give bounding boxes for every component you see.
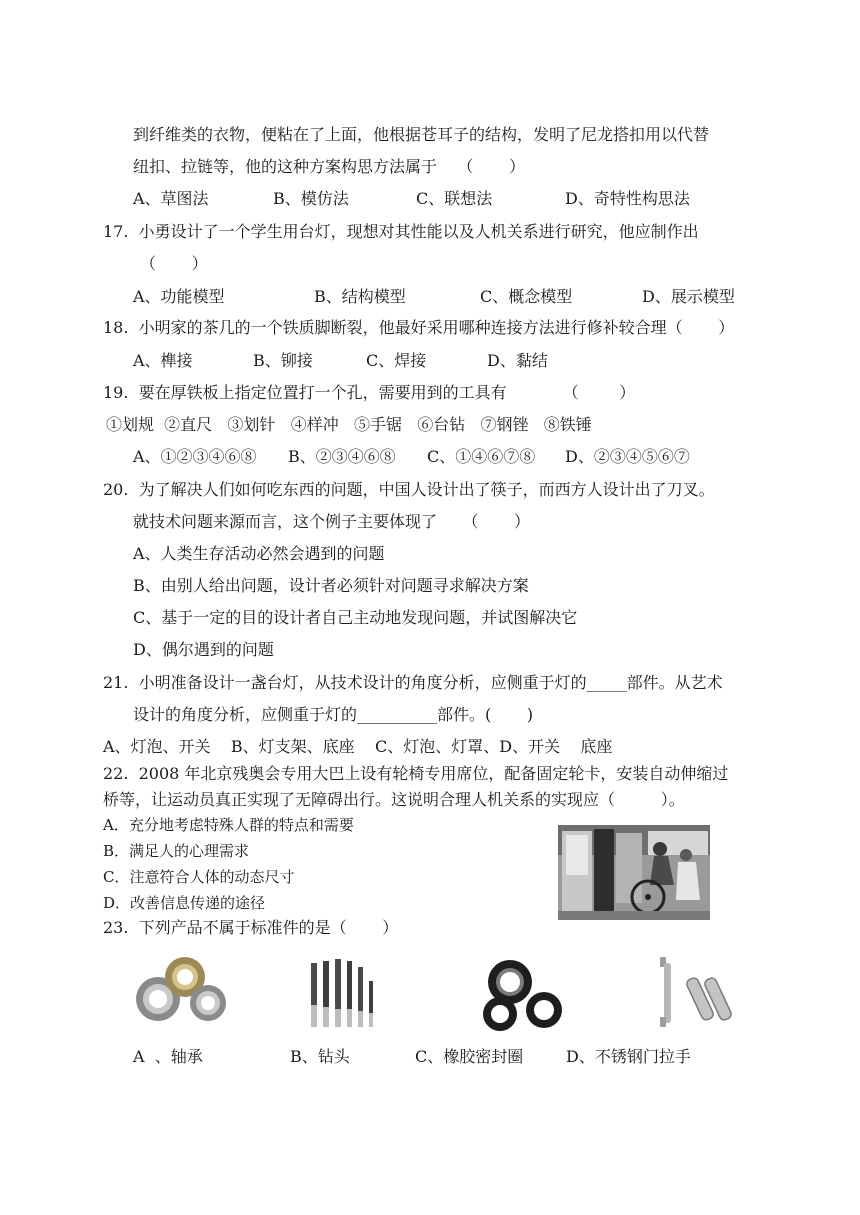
q17-option-d: D、展示模型 [642, 287, 735, 306]
q18-stem: 18. 小明家的茶几的一个铁质脚断裂，他最好采用哪种连接方法进行修补较合理（ ） [103, 318, 735, 337]
q17-option-c: C、概念模型 [480, 287, 573, 306]
drill-bits-image [307, 957, 382, 1029]
q18-option-c: C、焊接 [366, 351, 427, 370]
q21-stem-line1: 21. 小明准备设计一盏台灯，从技术设计的角度分析，应侧重于灯的_____部件。从艺术 [103, 673, 723, 692]
q20-option-b: B、由别人给出问题，设计者必须针对问题寻求解决方案 [133, 576, 529, 595]
q22-option-c: C．注意符合人体的动态尺寸 [103, 868, 295, 886]
q20-stem-line2: 就技术问题来源而言，这个例子主要体现了 （ ） [133, 512, 531, 531]
q22-option-b: B．满足人的心理需求 [103, 842, 250, 860]
q23-label-b: B、钻头 [290, 1047, 350, 1066]
q16-option-b: B、模仿法 [273, 189, 349, 208]
q18-option-d: D、黏结 [487, 351, 548, 370]
door-handle-image [652, 955, 737, 1030]
q20-option-a: A、人类生存活动必然会遇到的问题 [133, 544, 385, 563]
q21-options: A、灯泡、开关 B、灯支架、底座 C、灯泡、灯罩、D、开关 底座 [103, 737, 613, 756]
q23-label-a: A 、轴承 [133, 1047, 203, 1066]
q22-option-d: D．改善信息传递的途径 [103, 894, 266, 912]
q16-option-c: C、联想法 [416, 189, 493, 208]
q19-option-a: A、①②③④⑥⑧ [133, 447, 257, 466]
q23-label-d: D、不锈钢门拉手 [566, 1047, 691, 1066]
q21-stem-line2: 设计的角度分析，应侧重于灯的__________部件。( ) [133, 705, 534, 724]
q23-stem: 23. 下列产品不属于标准件的是（ ） [103, 918, 399, 937]
q16-stem-line1: 到纤维类的衣物，便粘在了上面，他根据苍耳子的结构，发明了尼龙搭扣用以代替 [133, 125, 710, 144]
q18-option-b: B、铆接 [253, 351, 313, 370]
q20-stem-line1: 20. 为了解决人们如何吃东西的问题，中国人设计出了筷子，而西方人设计出了刀叉。 [103, 480, 715, 499]
rubber-seal-rings-image [480, 958, 565, 1033]
q17-stem-line1: 17. 小勇设计了一个学生用台灯，现想对其性能以及人机关系进行研究，他应制作出 [103, 222, 699, 241]
q22-option-a: A．充分地考虑特殊人群的特点和需要 [103, 816, 354, 834]
q16-option-a: A、草图法 [133, 189, 209, 208]
q18-option-a: A、榫接 [133, 351, 193, 370]
q19-option-d: D、②③④⑤⑥⑦ [565, 447, 690, 466]
q19-tool-list: ①划规 ②直尺 ③划针 ④样冲 ⑤手锯 ⑥台钻 ⑦钢锉 ⑧铁锤 [106, 415, 592, 434]
q17-option-a: A、功能模型 [133, 287, 225, 306]
q19-option-c: C、①④⑥⑦⑧ [427, 447, 536, 466]
q22-stem-line2: 桥等，让运动员真正实现了无障碍出行。这说明合理人机关系的实现应（ ）。 [103, 790, 685, 809]
q19-stem: 19. 要在厚铁板上指定位置打一个孔，需要用到的工具有 （ ） [103, 383, 636, 402]
q22-stem-line1: 22. 2008 年北京残奥会专用大巴上设有轮椅专用席位，配备固定轮卡，安装自动伸缩过 [103, 764, 729, 783]
q17-option-b: B、结构模型 [314, 287, 406, 306]
q23-label-c: C、橡胶密封圈 [415, 1047, 524, 1066]
q16-stem-line2: 纽扣、拉链等，他的这种方案构思方法属于 （ ） [133, 157, 525, 176]
q20-option-d: D、偶尔遇到的问题 [133, 640, 274, 659]
q17-stem-line2: （ ） [140, 254, 208, 273]
q20-option-c: C、基于一定的目的设计者自己主动地发现问题，并试图解决它 [133, 608, 578, 627]
bearing-image [130, 955, 230, 1025]
wheelchair-bus-photo [558, 825, 710, 920]
q19-option-b: B、②③④⑥⑧ [288, 447, 396, 466]
q16-option-d: D、奇特性构思法 [565, 189, 690, 208]
